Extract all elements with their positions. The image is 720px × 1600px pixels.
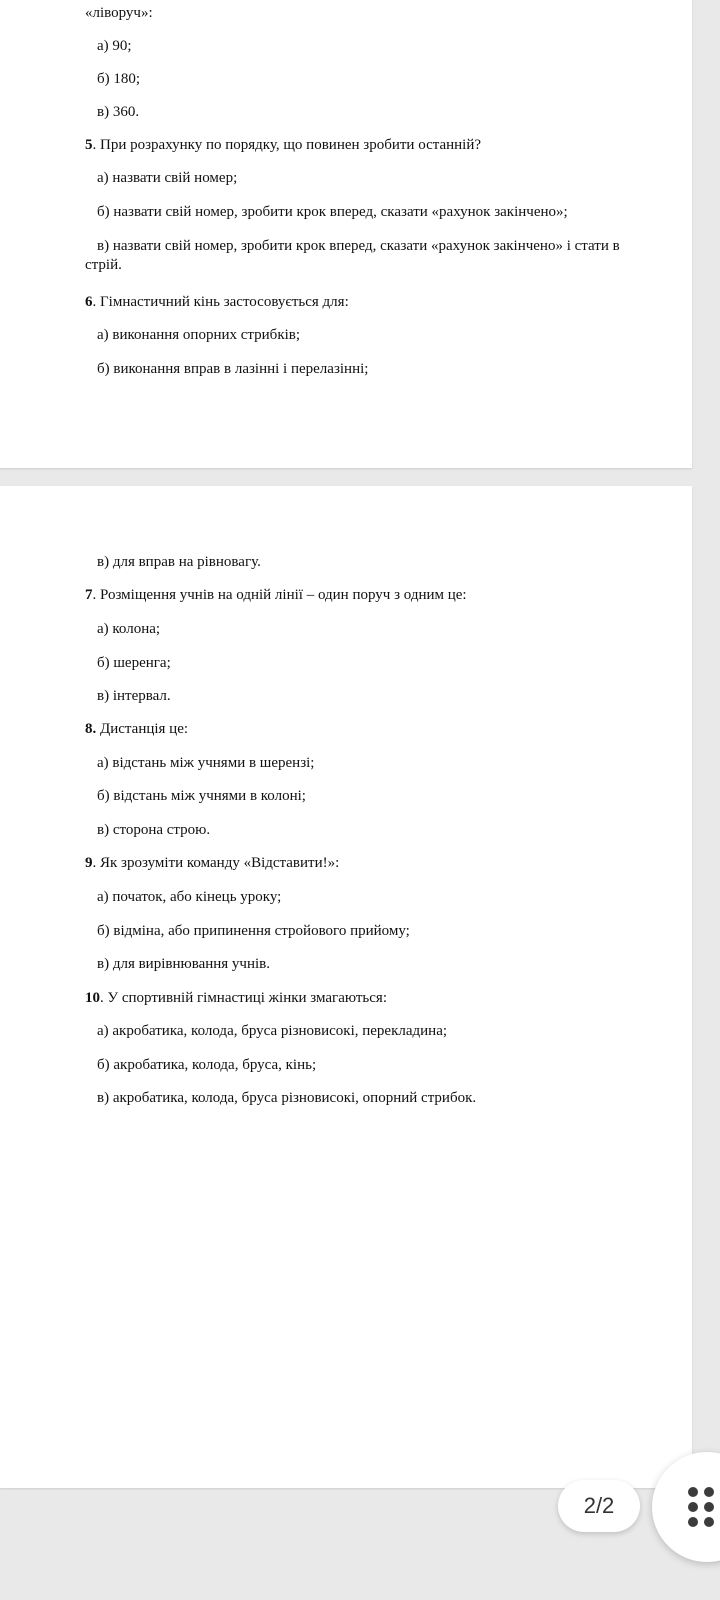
page-indicator <box>558 1480 640 1532</box>
answer-option: а) назвати свій номер; <box>97 170 238 186</box>
answer-option: а) початок, або кінець уроку; <box>97 889 282 905</box>
answer-option: в) сторона строю. <box>97 822 211 838</box>
page-indicator-label: 2/2 <box>583 1493 615 1518</box>
document-page-2 <box>0 486 692 1488</box>
answer-option: а) 90; <box>97 38 132 54</box>
question-8: 8. Дистанція це: <box>85 721 189 737</box>
answer-option: а) акробатика, колода, бруса різновисокі, перекладина; <box>97 1023 448 1039</box>
answer-option: в) назвати свій номер, зробити крок вперед, сказати «рахунок закінчено» і стати в стрій. <box>85 238 620 273</box>
answer-option: б) акробатика, колода, бруса, кінь; <box>97 1057 317 1073</box>
answer-option: б) назвати свій номер, зробити крок вперед, сказати «рахунок закінчено»; <box>97 204 568 220</box>
grid-dots-icon <box>688 1487 714 1527</box>
answer-option: б) виконання вправ в лазінні і перелазінні; <box>97 361 369 377</box>
answer-option: б) відміна, або припинення стройового прийому; <box>97 923 410 939</box>
answer-option: б) відстань між учнями в колоні; <box>97 788 306 804</box>
answer-option: б) шеренга; <box>97 655 171 671</box>
answer-option: в) 360. <box>97 104 140 120</box>
text-line: «ліворуч»: <box>85 5 153 21</box>
answer-option: в) інтервал. <box>97 688 171 704</box>
answer-option: б) 180; <box>97 71 141 87</box>
question-10: 10. У спортивній гімнастиці жінки змагаються: <box>85 990 387 1006</box>
answer-option: в) для вирівнювання учнів. <box>97 956 271 972</box>
document-page-1 <box>0 0 692 468</box>
question-7: 7. Розміщення учнів на одній лінії – один поруч з одним це: <box>85 587 467 603</box>
answer-option: в) акробатика, колода, бруса різновисокі, опорний стрибок. <box>97 1090 477 1106</box>
question-9: 9. Як зрозуміти команду «Відставити!»: <box>85 855 340 871</box>
answer-option: а) колона; <box>97 621 161 637</box>
answer-option: а) відстань між учнями в шерензі; <box>97 755 315 771</box>
answer-option: в) для вправ на рівновагу. <box>97 554 261 570</box>
answer-option: а) виконання опорних стрибків; <box>97 327 301 343</box>
question-5: 5. При розрахунку по порядку, що повинен зробити останній? <box>85 137 482 153</box>
question-6: 6. Гімнастичний кінь застосовується для: <box>85 294 349 310</box>
